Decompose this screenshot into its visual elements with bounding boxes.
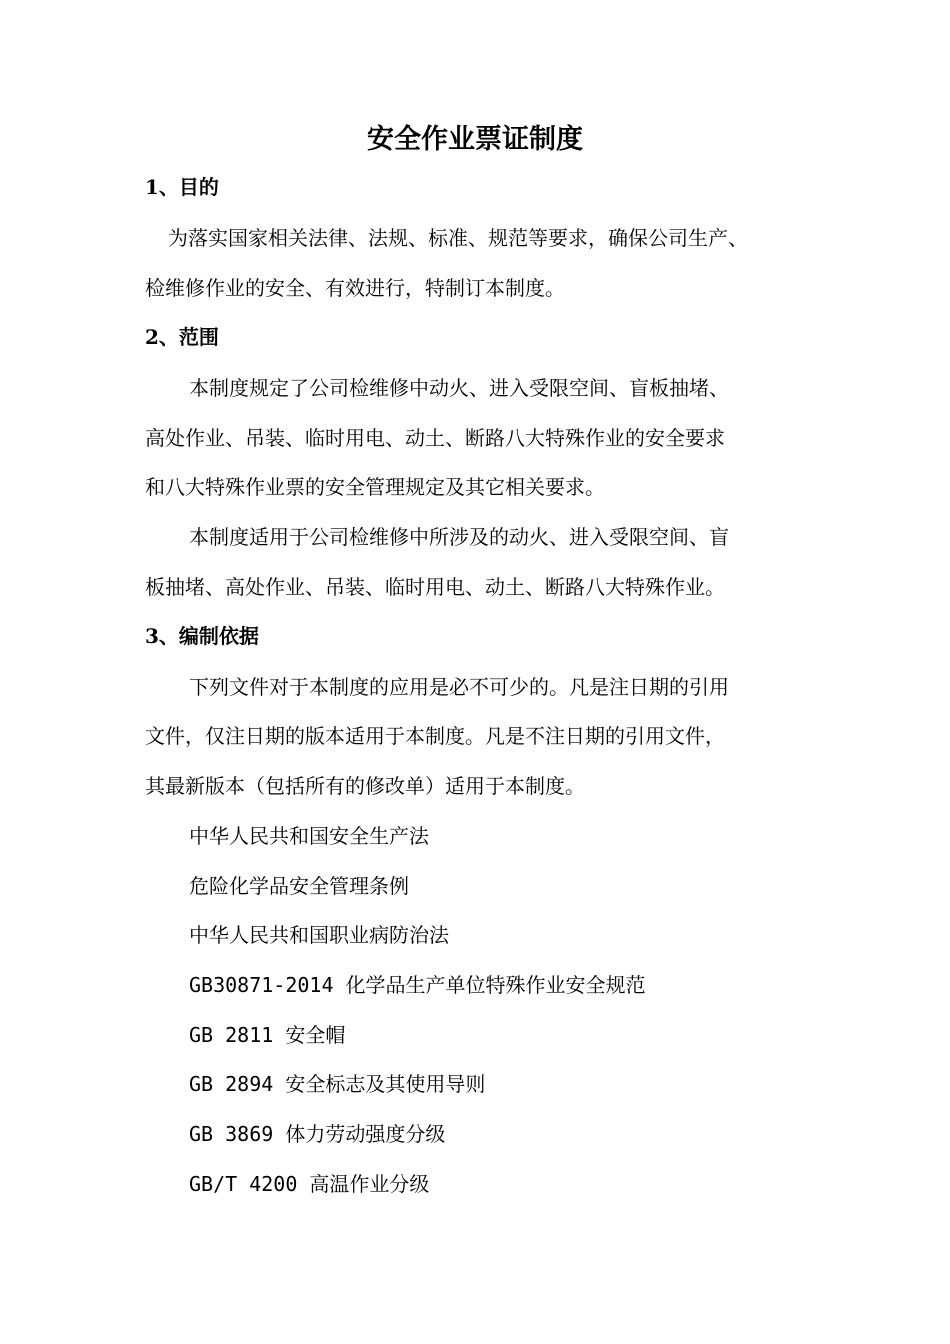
section-heading-basis: 3、编制依据 (145, 624, 259, 648)
paragraph-line: 文件，仅注日期的版本适用于本制度。凡是不注日期的引用文件， (145, 724, 725, 748)
paragraph-line: 本制度规定了公司检维修中动火、进入受限空间、盲板抽堵、 (189, 376, 729, 400)
section-heading-scope: 2、范围 (145, 325, 219, 349)
paragraph-line: 高处作业、吊装、临时用电、动土、断路八大特殊作业的安全要求 (145, 426, 725, 450)
reference-item: GB30871-2014 化学品生产单位特殊作业安全规范 (189, 973, 646, 997)
paragraph-line: 和八大特殊作业票的安全管理规定及其它相关要求。 (145, 475, 605, 499)
paragraph-line: 下列文件对于本制度的应用是必不可少的。凡是注日期的引用 (189, 675, 729, 699)
section-heading-purpose: 1、目的 (145, 175, 219, 199)
reference-item: GB 2894 安全标志及其使用导则 (189, 1072, 486, 1096)
reference-item: GB/T 4200 高温作业分级 (189, 1172, 430, 1196)
paragraph-line: 板抽堵、高处作业、吊装、临时用电、动土、断路八大特殊作业。 (145, 575, 725, 599)
paragraph-line: 为落实国家相关法律、法规、标准、规范等要求，确保公司生产、 (168, 226, 748, 250)
paragraph-line: 其最新版本（包括所有的修改单）适用于本制度。 (145, 774, 585, 798)
reference-item: GB 3869 体力劳动强度分级 (189, 1122, 446, 1146)
paragraph-line: 本制度适用于公司检维修中所涉及的动火、进入受限空间、盲 (189, 525, 729, 549)
reference-item: 中华人民共和国安全生产法 (189, 824, 429, 848)
reference-item: GB 2811 安全帽 (189, 1023, 346, 1047)
reference-item: 危险化学品安全管理条例 (189, 874, 409, 898)
document-title: 安全作业票证制度 (367, 124, 583, 155)
paragraph-line: 检维修作业的安全、有效进行，特制订本制度。 (145, 276, 565, 300)
reference-item: 中华人民共和国职业病防治法 (189, 923, 449, 947)
